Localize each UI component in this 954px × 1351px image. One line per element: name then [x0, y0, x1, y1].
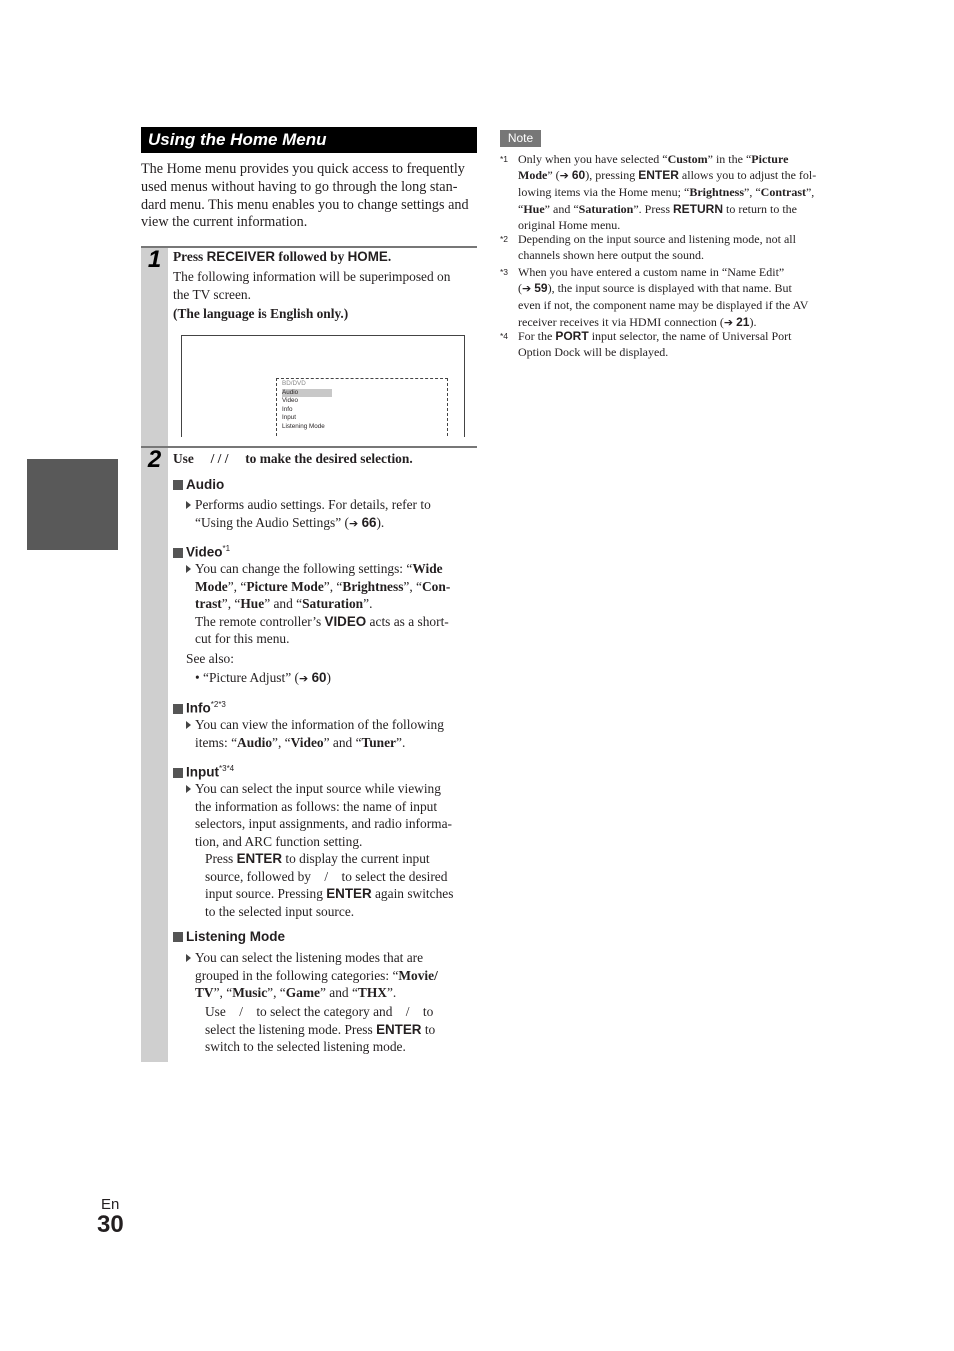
page-language: En [101, 1196, 120, 1213]
video-description: You can change the following settings: “Wide Mode”, “Picture Mode”, “Brightness”, “Con- trast”, “Hue” and “Saturation”. The remote controller’s VIDEO acts as a short- cut for this menu. [186, 560, 477, 648]
listening-mode-heading: Listening Mode [173, 929, 285, 945]
step-1-description: The following information will be superimposed on the TV screen. [173, 269, 451, 302]
info-heading: Info$^{*2*3}$ [173, 697, 226, 717]
osd-item-audio: Audio [282, 389, 332, 398]
step-2-rule [141, 446, 477, 448]
audio-description: Performs audio settings. For details, refer to “Using the Audio Settings” (➔ 66). [186, 496, 477, 532]
osd-item-input: Input [282, 414, 297, 421]
osd-item-listening-mode: Listening Mode [282, 422, 325, 430]
chapter-tab [27, 459, 118, 550]
note-label: Note [500, 130, 541, 147]
listening-mode-description: You can select the listening modes that are grouped in the following categories: “Movie/ TV”, “Music”, “Game” and “THX”. [186, 949, 477, 1002]
video-see-also-item: • “Picture Adjust” (➔ 60) [195, 670, 331, 685]
listening-mode-instructions: Use / to select the category and / to select the listening mode. Press ENTER to switch to the selected listening mode. [205, 1004, 436, 1055]
input-enter-instructions: Press ENTER to display the current input source, followed by / to select the desired input source. Pressing ENTER again switches to the selected input source. [205, 851, 454, 919]
video-heading: Video$^{*1}$ [173, 541, 230, 561]
section-title: Using the Home Menu [141, 127, 477, 153]
home-menu-osd [276, 378, 448, 436]
language-note: (The language is English only.) [173, 306, 349, 321]
osd-item-video: Video [282, 397, 298, 404]
osd-item-info: Info [282, 405, 293, 413]
footnote-4: *4 For the PORT input selector, the name of Universal Port Option Dock will be displayed. [500, 329, 792, 360]
intro-paragraph: The Home menu provides you quick access to frequently used menus without having to go through the long stan- dard menu. This menu enables you to change settings and view the current information. [141, 161, 469, 231]
osd-header: BD/DVD [282, 380, 306, 387]
page-number: 30 [97, 1211, 124, 1238]
footnote-1: *1 Only when you have selected “Custom” in the “Picture Mode” (➔ 60), pressing ENTER allows you to adjust the fol- lowing items via the Home menu; “Brightness”, “Contrast”, “Hue” and “Saturation”. Press RETURN to return to the original Home menu. [500, 152, 817, 232]
step-2-number: 2 [147, 446, 162, 473]
steps-sidebar [141, 246, 168, 1062]
step-2-instruction: Use / / / to make the desired selection. [173, 451, 413, 466]
step-1-number: 1 [147, 246, 162, 273]
input-description: You can select the input source while viewing the information as follows: the name of input selectors, input assignments, and radio informa- tion, and ARC function setting. [186, 780, 477, 850]
input-heading: Input$^{*3*4}$ [173, 761, 234, 781]
footnote-2: *2 Depending on the input source and listening mode, not all channels shown here output the sound. [500, 232, 796, 263]
footnote-3: *3 When you have entered a custom name in “Name Edit” (➔ 59), the input source is displayed with that name. But even if not, the component name may be displayed if the AV receiver receives it via HDMI connection (➔ 21). [500, 265, 809, 329]
step-1-instruction: Press RECEIVER followed by HOME. [173, 249, 392, 264]
video-see-also: See also: [186, 651, 234, 666]
audio-heading: Audio [173, 477, 224, 493]
info-description: You can view the information of the following items: “Audio”, “Video” and “Tuner”. [186, 716, 477, 751]
